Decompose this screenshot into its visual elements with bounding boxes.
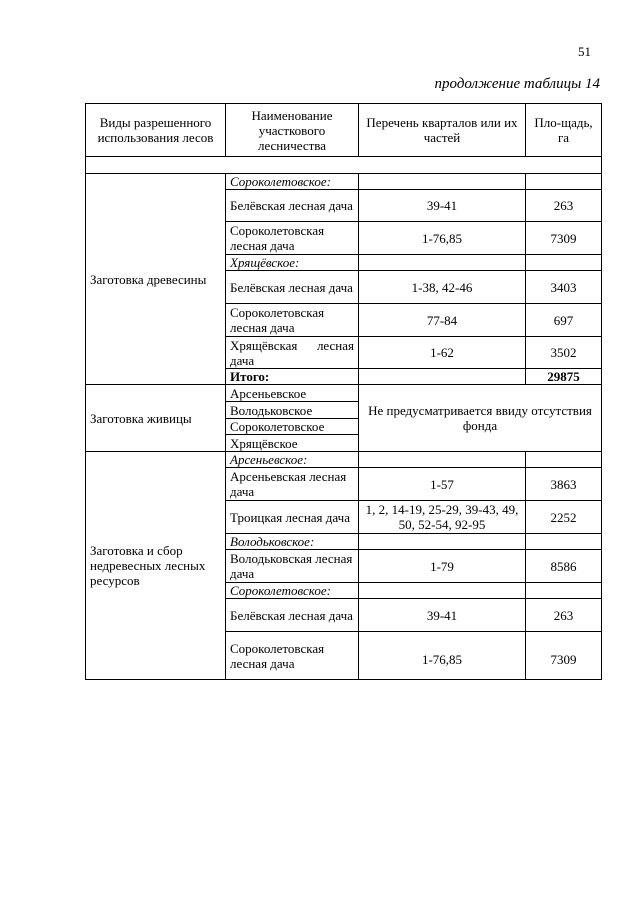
forestry-name-cell: Белёвская лесная дача (226, 599, 359, 632)
forestry-name-cell: Володьковское (226, 402, 359, 419)
use-type-cell: Заготовка древесины (86, 174, 226, 385)
quarters-cell (359, 255, 526, 271)
area-cell: 7309 (526, 222, 602, 255)
forestry-name-cell: Хрящёвская лесная дача (226, 337, 359, 369)
header-quarters: Перечень кварталов или их частей (359, 104, 526, 157)
area-cell: 263 (526, 599, 602, 632)
use-type-cell: Заготовка живицы (86, 385, 226, 452)
quarters-cell (359, 174, 526, 190)
forestry-name-cell: Белёвская лесная дача (226, 271, 359, 304)
quarters-cell: 1-62 (359, 337, 526, 369)
quarters-cell: 1-76,85 (359, 222, 526, 255)
forestry-name-cell: Белёвская лесная дача (226, 190, 359, 222)
quarters-cell: 39-41 (359, 190, 526, 222)
quarters-cell (359, 534, 526, 550)
quarters-cell: 1, 2, 14-19, 25-29, 39-43, 49, 50, 52-54, 92-95 (359, 501, 526, 534)
total-label: Итого: (226, 369, 359, 385)
forestry-subheader: Сороколетовское: (226, 174, 359, 190)
table-spacer-row (86, 157, 602, 174)
area-cell: 3863 (526, 468, 602, 501)
forestry-subheader: Сороколетовское: (226, 583, 359, 599)
area-cell: 7309 (526, 632, 602, 680)
quarters-cell: 1-79 (359, 550, 526, 583)
forestry-subheader: Володьковское: (226, 534, 359, 550)
forestry-name-cell: Арсеньевская лесная дача (226, 468, 359, 501)
header-use-type: Виды разрешенного использования лесов (86, 104, 226, 157)
area-cell: 263 (526, 190, 602, 222)
quarters-cell: 1-76,85 (359, 632, 526, 680)
page-number: 51 (578, 44, 591, 59)
quarters-cell: 77-84 (359, 304, 526, 337)
forestry-subheader: Арсеньевское: (226, 452, 359, 468)
area-cell (526, 534, 602, 550)
forestry-name-cell: Сороколетовская лесная дача (226, 632, 359, 680)
area-cell (526, 174, 602, 190)
area-cell: 3502 (526, 337, 602, 369)
header-area: Пло-щадь, га (526, 104, 602, 157)
quarters-cell: 1-57 (359, 468, 526, 501)
forestry-name-cell: Володьковская лесная дача (226, 550, 359, 583)
total-area: 29875 (526, 369, 602, 385)
forestry-name-cell: Хрящёвское (226, 435, 359, 452)
quarters-cell (359, 452, 526, 468)
quarters-cell: 39-41 (359, 599, 526, 632)
area-cell: 3403 (526, 271, 602, 304)
spacer-cell (86, 157, 602, 174)
no-fund-note: Не предусматривается ввиду отсутствия фонда (359, 385, 602, 452)
table-header-row (86, 104, 602, 157)
forestry-subheader: Хрящёвское: (226, 255, 359, 271)
forestry-name-cell: Сороколетовская лесная дача (226, 304, 359, 337)
area-cell (526, 452, 602, 468)
forestry-name-cell: Арсеньевское (226, 385, 359, 402)
header-forestry-name: Наименование участкового лесничества (226, 104, 359, 157)
area-cell (526, 255, 602, 271)
area-cell: 8586 (526, 550, 602, 583)
quarters-cell: 1-38, 42-46 (359, 271, 526, 304)
table-row (86, 452, 602, 468)
forestry-name-cell: Сороколетовская лесная дача (226, 222, 359, 255)
forest-use-table (85, 103, 602, 680)
quarters-cell (359, 583, 526, 599)
use-type-cell: Заготовка и сбор недревесных лесных ресурсов (86, 452, 226, 680)
area-cell: 2252 (526, 501, 602, 534)
forestry-name-cell: Сороколетовское (226, 419, 359, 435)
table-continuation-caption: продолжение таблицы 14 (434, 76, 600, 92)
quarters-cell (359, 369, 526, 385)
table-row (86, 174, 602, 190)
area-cell: 697 (526, 304, 602, 337)
table-row (86, 385, 602, 402)
area-cell (526, 583, 602, 599)
forestry-name-cell: Троицкая лесная дача (226, 501, 359, 534)
